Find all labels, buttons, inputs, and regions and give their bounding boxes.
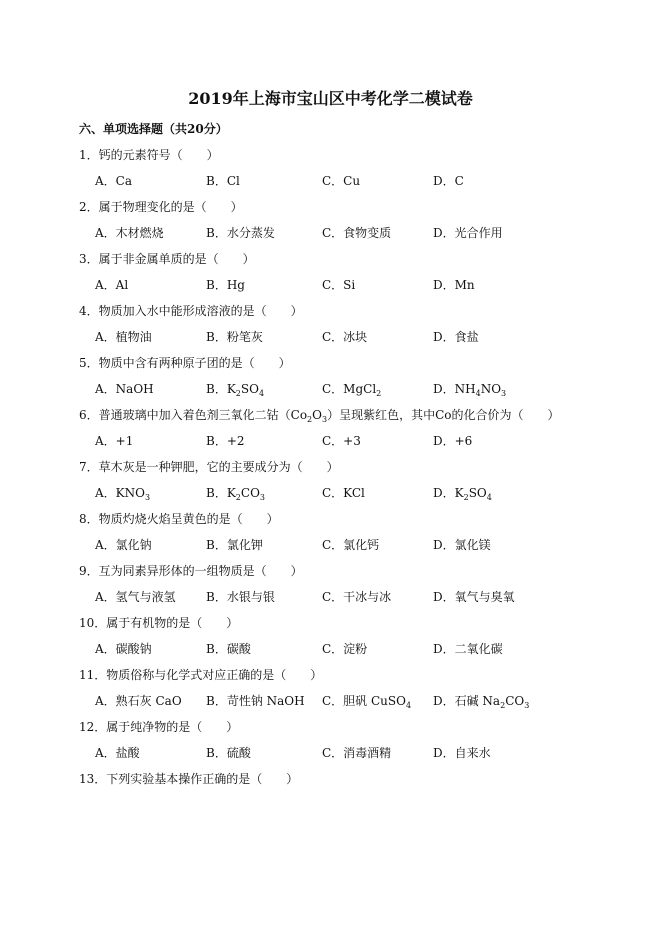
question-options [95,692,615,710]
question-options [95,328,615,346]
option-c: C．Si [322,278,356,292]
page-title: 2019年上海市宝山区中考化学二模试卷 [188,89,473,108]
option-b: B．粉笔灰 [206,330,263,344]
question-options [95,224,615,242]
option-d: D．氯化镁 [433,538,491,552]
option-d: D．二氧化碳 [433,642,503,656]
question-stem: 8．物质灼烧火焰呈黄色的是（ ） [79,512,279,526]
option-a: A．盐酸 [95,746,140,760]
option-c: C．食物变质 [322,226,392,240]
option-c: C．干冰与冰 [322,590,392,604]
option-b: B．硫酸 [206,746,251,760]
option-b: B．Hg [206,278,245,292]
option-c: C．消毒酒精 [322,746,392,760]
question-options [95,172,615,190]
question-stem: 4．物质加入水中能形成溶液的是（ ） [79,304,303,318]
section-heading: 六、单项选择题（共20分） [79,122,228,136]
question-stem: 12．属于纯净物的是（ ） [79,720,239,734]
question-stem: 9．互为同素异形体的一组物质是（ ） [79,564,303,578]
option-d: D．$K_2SO_4$ [433,486,492,502]
question-stem: 1．钙的元素符号（ ） [79,148,219,162]
option-d: D．光合作用 [433,226,503,240]
question-stem: 10．属于有机物的是（ ） [79,616,239,630]
option-c: C．+3 [322,434,361,448]
option-d: D．自来水 [433,746,491,760]
option-a: A．NaOH [95,382,154,396]
option-a: A．熟石灰 CaO [95,694,182,708]
option-c: C．氯化钙 [322,538,380,552]
question-stem: 11．物质俗称与化学式对应正确的是（ ） [79,668,323,682]
question-stem: 2．属于物理变化的是（ ） [79,200,243,214]
option-a: A．Ca [95,174,133,188]
option-a: A．氢气与液氢 [95,590,176,604]
option-b: B．Cl [206,174,240,188]
option-c: C．淀粉 [322,642,368,656]
option-d: D．C [433,174,464,188]
option-b: B．氯化钾 [206,538,263,552]
option-c: C．胆矾 CuSO$_4$ [322,694,412,710]
question-options [95,588,615,606]
option-a: A．+1 [95,434,134,448]
option-d: D．氧气与臭氧 [433,590,515,604]
question-options [95,744,615,762]
option-c: C．MgCl$_2$ [322,382,382,398]
option-d: D．石碱 $Na_2CO_3$ [433,694,530,710]
option-a: A．Al [95,278,129,292]
question-options [95,276,615,294]
option-d: D．食盐 [433,330,479,344]
option-d: D．$NH_4NO_3$ [433,382,507,398]
question-options [95,536,615,554]
option-c: C．冰块 [322,330,368,344]
option-b: B．$K_2SO_4$ [206,382,265,398]
question-options [95,640,615,658]
option-b: B．+2 [206,434,245,448]
option-a: A．植物油 [95,330,152,344]
option-c: C．KCl [322,486,365,500]
question-stem: 5．物质中含有两种原子团的是（ ） [79,356,291,370]
question-options [95,432,615,450]
question-options [95,484,615,502]
question-options [95,380,615,398]
option-d: D．Mn [433,278,475,292]
question-stem: 3．属于非金属单质的是（ ） [79,252,255,266]
option-b: B．水分蒸发 [206,226,275,240]
option-d: D．+6 [433,434,473,448]
option-c: C．Cu [322,174,361,188]
question-stem: 6．普通玻璃中加入着色剂三氧化二钴$(Co_2O_3)$呈现紫红色，其中Co的化合价为（ ） [79,408,560,424]
question-stem: 13．下列实验基本操作正确的是（ ） [79,772,299,786]
question-stem: 7．草木灰是一种钾肥，它的主要成分为（ ） [79,460,339,474]
option-b: B．苛性钠 NaOH [206,694,305,708]
option-a: A．碳酸钠 [95,642,152,656]
option-b: B．$K_2CO_3$ [206,486,266,502]
option-a: A．$KNO_3$ [95,486,151,502]
option-a: A．木材燃烧 [95,226,164,240]
option-b: B．碳酸 [206,642,251,656]
option-b: B．水银与银 [206,590,275,604]
option-a: A．氯化钠 [95,538,152,552]
